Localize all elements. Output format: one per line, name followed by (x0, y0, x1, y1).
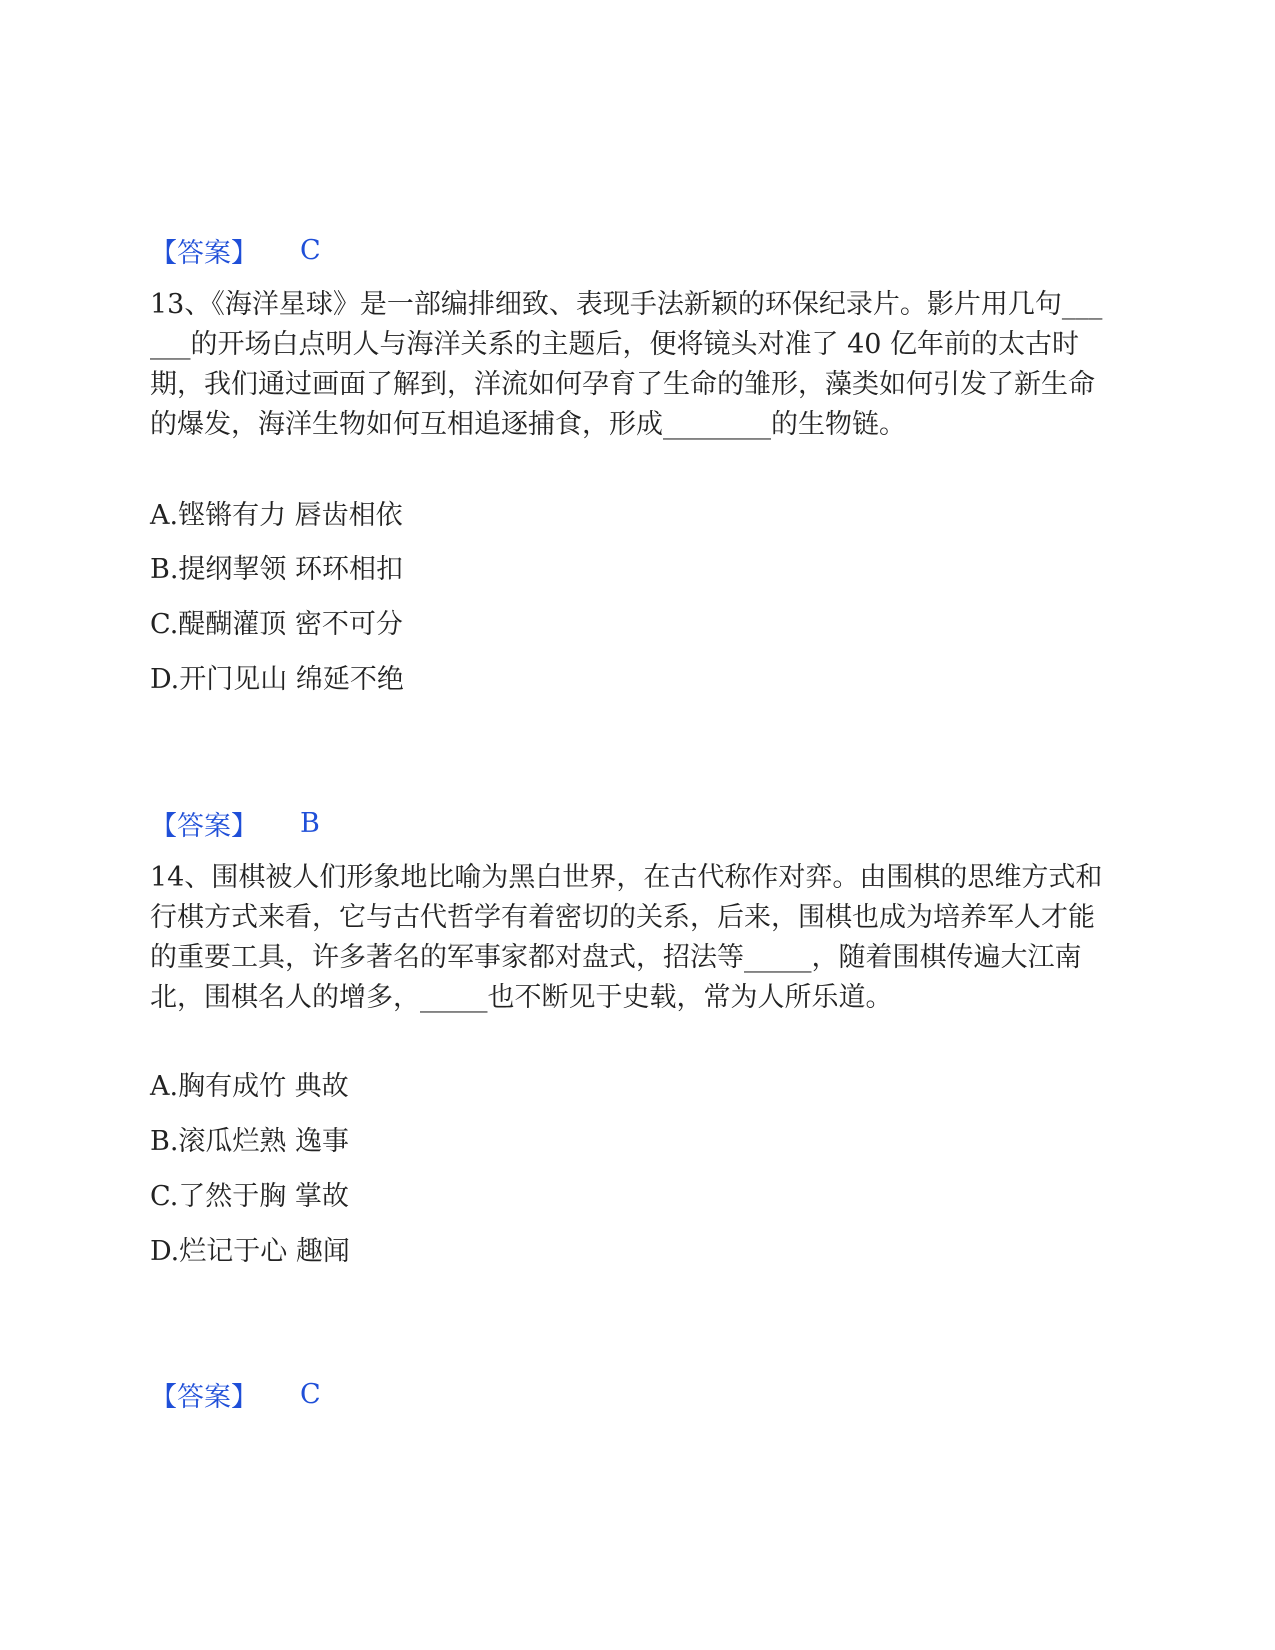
question-14-option-b: B.滚瓜烂熟 逸事 (150, 1126, 350, 1157)
answer-value: C (300, 1378, 321, 1410)
question-14-option-a: A.胸有成竹 典故 (150, 1071, 349, 1102)
answer-value: C (300, 234, 321, 266)
answer-label: 【答案】 (150, 237, 258, 269)
question-13-text: 13、《海洋星球》是一部编排细致、表现手法新颖的环保纪录片。影片用几句______的开场白点明人与海洋关系的主题后，便将镜头对准了 40 亿年前的太古时期，我们通过画面了解到，洋流如何孕育了生命的雏形，藻类如何引发了新生命的爆发，海洋生物如何互相追逐捕食，形成________的生物链。 (150, 289, 1103, 440)
question-13-option-d: D.开门见山 绵延不绝 (150, 664, 404, 695)
question-14-option-c: C.了然于胸 掌故 (150, 1181, 349, 1212)
answer-row-2 (150, 803, 320, 843)
answer-row-1 (150, 230, 321, 270)
question-14-option-d: D.烂记于心 趣闻 (150, 1236, 350, 1267)
answer-label: 【答案】 (150, 1381, 258, 1413)
answer-value: B (300, 807, 320, 839)
question-13-option-c: C.醍醐灌顶 密不可分 (150, 609, 403, 640)
answer-label: 【答案】 (150, 810, 258, 842)
question-13-option-b: B.提纲挈领 环环相扣 (150, 554, 404, 585)
question-14-text: 14、围棋被人们形象地比喻为黑白世界，在古代称作对弈。由围棋的思维方式和行棋方式来看，它与古代哲学有着密切的关系，后来，围棋也成为培养军人才能的重要工具，许多著名的军事家都对盘式，招法等_____，随着围棋传遍大江南北，围棋名人的增多，_____也不断见于史载，常为人所乐道。 (150, 862, 1103, 1013)
answer-row-3 (150, 1374, 321, 1414)
question-13-option-a: A.铿锵有力 唇齿相依 (150, 500, 403, 531)
